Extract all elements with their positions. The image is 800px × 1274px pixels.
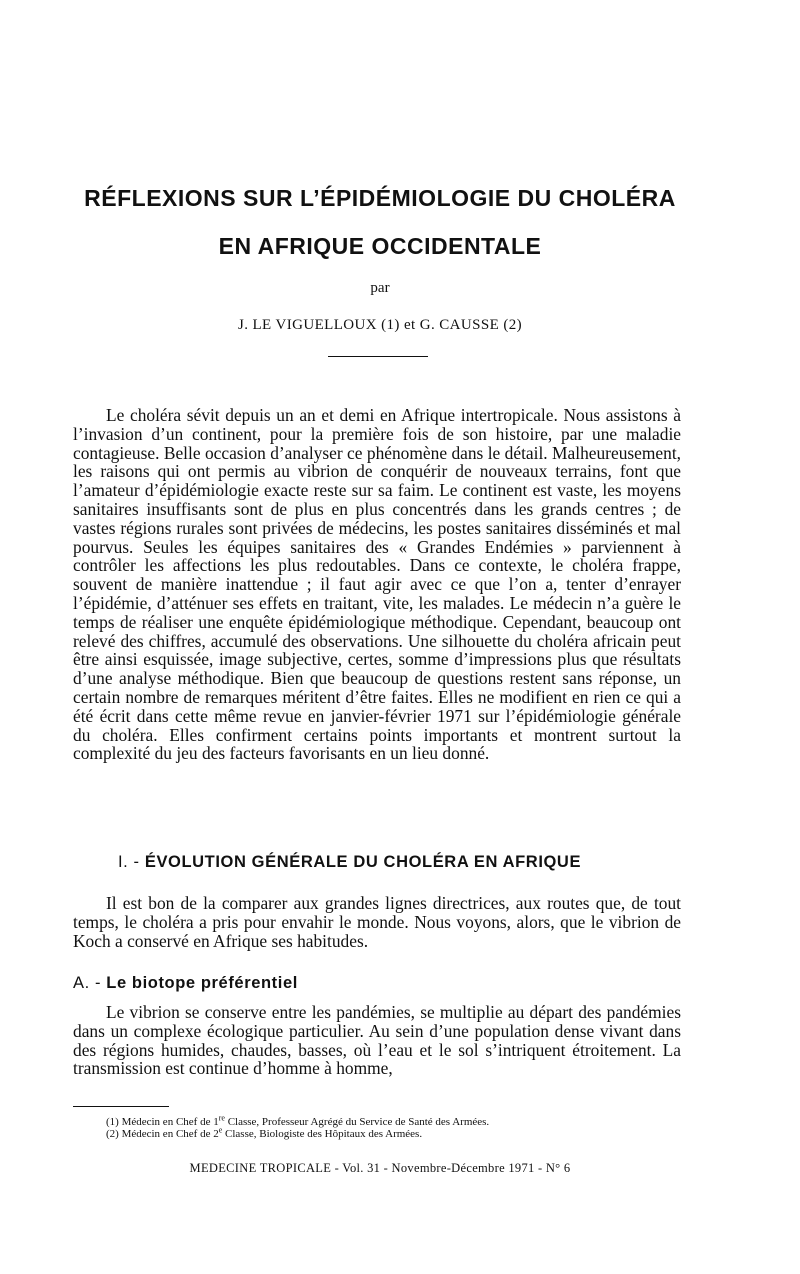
footnote-1-text-start: Médecin en Chef de 1 — [121, 1116, 219, 1128]
subsection-a-heading — [73, 974, 298, 993]
journal-footer: MEDECINE TROPICALE - Vol. 31 - Novembre-Décembre 1971 - N° 6 — [189, 1161, 571, 1175]
subsection-a-paragraph: Le vibrion se conserve entre les pandémies, se multiplie au départ des pandémies dans un complexe écologique particulier. Au sein d’une population dense vivant dans des régions humides, chaudes, basses, où l’eau et le sol s’intriquent étroitement. La transmission est continue d’homme à homme, — [73, 1002, 681, 1079]
footnote-2 — [106, 1125, 666, 1141]
footnote-divider — [73, 1106, 169, 1107]
subsection-a-title: Le biotope préférentiel — [106, 974, 298, 992]
section-1-title: ÉVOLUTION GÉNÉRALE DU CHOLÉRA EN AFRIQUE — [144, 853, 582, 871]
footnote-2-mark: (2) — [106, 1128, 119, 1140]
article-title-line-2: EN AFRIQUE OCCIDENTALE — [218, 233, 542, 259]
footnote-2-text-end: Classe, Biologiste des Hôpitaux des Armées. — [222, 1128, 423, 1140]
footnote-1-text-end: Classe, Professeur Agrégé du Service de Santé des Armées. — [224, 1116, 490, 1128]
section-1-paragraph: Il est bon de la comparer aux grandes lignes directrices, aux routes que, de tout temps, le choléra a pris pour envahir le monde. Nous voyons, alors, que le vibrion de Koch a conservé en Afrique ses habitudes. — [73, 893, 681, 951]
section-1-heading — [118, 853, 581, 872]
footnote-2-superscript: e — [218, 1125, 223, 1135]
intro-paragraph: Le choléra sévit depuis un an et demi en Afrique intertropicale. Nous assistons à l’invasion d’un continent, pour la première fois de son histoire, par une maladie contagieuse. Belle occasion d’analyser ce phénomène dans le détail. Malheureusement, les raisons qui ont permis au vibrion de conquérir de nouveaux terrains, font que l’amateur d’épidémiologie exacte reste sur sa faim. Le continent est vaste, les moyens sanitaires insuffisants sont de plus en plus concentrés dans les grands centres ; de vastes régions rurales sont privées de médecins, les postes sanitaires disséminés et mal pourvus. Seules les équipes sanitaires des « Grandes Endémies » parviennent à contrôler les affections les plus redoutables. Dans ce contexte, le choléra frappe, souvent de manière inattendue ; il faut agir avec ce que l’on a, tenter d’enrayer l’épidémie, d’atténuer ses effets en traitant, vite, les malades. Le médecin n’a guère le temps de réaliser une enquête épidémiologique méthodique. Cependant, beaucoup ont relevé des chiffres, accumulé des observations. Une silhouette du choléra africain peut être ainsi esquissée, image subjective, certes, somme d’impressions plus que résultats d’une analyse méthodique. Bien que beaucoup de questions restent sans réponse, un certain nombre de remarques méritent d’être faites. Elles ne modifient en rien ce qui a été écrit dans cette même revue en janvier-février 1971 sur l’épidémiologie générale du choléra. Elles confirment certains points importants et montrent surtout la complexité du jeu des facteurs favorisants en un lieu donné. — [73, 405, 681, 764]
footnote-2-text-start: Médecin en Chef de 2 — [121, 1128, 219, 1140]
byline-authors: J. LE VIGUELLOUX (1) et G. CAUSSE (2) — [237, 317, 523, 333]
title-divider — [328, 356, 428, 357]
section-1-number: I. - — [118, 853, 140, 871]
article-title-line-1: RÉFLEXIONS SUR L’ÉPIDÉMIOLOGIE DU CHOLÉRA — [84, 185, 676, 211]
byline-par: par — [370, 280, 390, 296]
footnote-1-superscript: re — [218, 1113, 225, 1123]
subsection-a-number: A. - — [73, 974, 102, 992]
footnote-1-mark: (1) — [106, 1116, 119, 1128]
